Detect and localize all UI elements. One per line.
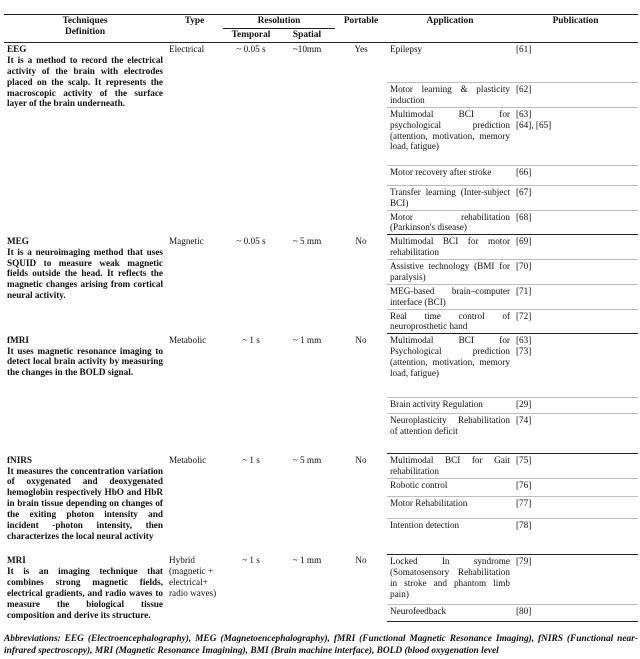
publication-cell: [74] (513, 414, 638, 454)
publication-cell: [71] (513, 284, 638, 309)
publication-cell: [75] (513, 454, 638, 479)
application-cell: Multimodal BCI for motor rehabilitation (387, 235, 513, 260)
abbreviations-footnote: Abbreviations: EEG (Electroencephalography), MEG (Magnetoencephalography), fMRI (Functional Magnetic Resonance Imaging), fNIRS (Functional near-infrared spectroscopy), MRI (Magnetic Resonance Imagining), BMI (Brain machine interface), BOLD (blood oxygenation level (4, 634, 638, 656)
temporal-resolution-cell: ~ 0.05 s (236, 44, 266, 55)
clipped-table-caption (0, 0, 640, 4)
application-cell: Transfer learning (Inter-subject BCI) (387, 185, 513, 210)
publication-cell: [63] [73] (513, 334, 638, 398)
application-cell: Brain activity Regulation (387, 398, 513, 414)
temporal-resolution-cell: ~ 1 s (242, 454, 260, 465)
spatial-resolution-cell: ~ 1 mm (292, 334, 322, 345)
table-row (4, 454, 638, 479)
application-cell: MEG-based brain–computer interface (BCI) (387, 284, 513, 309)
type-cell: Magnetic (169, 235, 204, 246)
publication-cell: [61] (513, 43, 638, 83)
publication-cell: [78] (513, 518, 638, 554)
spatial-resolution-cell: ~ 1 mm (292, 555, 322, 566)
publication-cell: [66] (513, 165, 638, 185)
technique-name: MEG (7, 235, 29, 246)
header-publication: Publication (552, 16, 599, 26)
application-cell: Epilepsy (387, 43, 513, 83)
technique-name: fMRI (7, 334, 29, 345)
application-cell: Locked In syndrome (Somatosensory Rehabilitation in stroke and phantom limb pain) (387, 554, 513, 604)
techniques-table (4, 14, 638, 622)
technique-definition: It uses magnetic resonance imaging to detect local brain activity by measuring the changes in the BOLD signal. (7, 345, 163, 378)
publication-cell: [67] (513, 185, 638, 210)
technique-cell (4, 334, 166, 454)
technique-cell (4, 43, 166, 235)
table-row (4, 554, 638, 604)
spatial-resolution-cell: ~10mm (292, 44, 322, 55)
temporal-resolution-cell: ~ 1 s (242, 555, 260, 566)
header-spatial: Spatial (292, 30, 322, 41)
technique-cell (4, 554, 166, 621)
type-cell: Metabolic (169, 334, 207, 345)
type-cell: Hybrid (magnetic + electrical+ radio waves) (169, 555, 217, 599)
publication-cell: [63] [64], [65] (513, 107, 638, 165)
publication-cell: [72] (513, 309, 638, 334)
portable-cell: No (355, 555, 367, 566)
portable-cell: No (355, 235, 367, 246)
application-cell: Robotic control (387, 478, 513, 496)
technique-definition: It is a method to record the electrical activity of the brain with electrodes placed on the scalp. It represents the macroscopic activity of the surface layer of the brain underneath. (7, 55, 163, 109)
table-row (4, 235, 638, 260)
application-cell: Intention detection (387, 518, 513, 554)
table-row (4, 43, 638, 83)
table-row (4, 334, 638, 398)
application-cell: Motor recovery after stroke (387, 165, 513, 185)
application-cell: Neurofeedback (387, 605, 513, 622)
application-cell: Neuroplasticity Rehabilitation of attention deficit (387, 414, 513, 454)
publication-cell: [69] (513, 235, 638, 260)
spatial-resolution-cell: ~ 5 mm (292, 454, 322, 465)
application-cell: Multimodal BCI for Gait rehabilitation (387, 454, 513, 479)
technique-cell (4, 454, 166, 555)
technique-name: EEG (7, 44, 27, 55)
publication-cell: [29] (513, 398, 638, 414)
technique-cell (4, 235, 166, 334)
type-cell: Electrical (169, 44, 205, 55)
table-body (4, 43, 638, 622)
publication-cell: [68] (513, 210, 638, 235)
application-cell: Motor rehabilitation (Parkinson's disease) (387, 210, 513, 235)
publication-cell: [76] (513, 478, 638, 496)
application-cell: Multimodal BCI for psychological prediction (attention, motivation, memory load, fatigue) (387, 107, 513, 165)
header-temporal: Temporal (231, 30, 271, 41)
technique-name: fNIRS (7, 454, 33, 465)
header-application: Application (426, 16, 474, 26)
portable-cell: Yes (354, 44, 368, 55)
portable-cell: No (355, 334, 367, 345)
publication-cell: [62] (513, 83, 638, 108)
application-cell: Assistive technology (BMI for paralysis) (387, 260, 513, 285)
application-cell: Multimodal BCI for Psychological prediction (attention, motivation, memory load, fatigue) (387, 334, 513, 398)
type-cell: Metabolic (169, 454, 207, 465)
publication-cell: [80] (513, 605, 638, 622)
application-cell: Real time control of neuroprosthetic hand (387, 309, 513, 334)
technique-definition: It is an imaging technique that combines strong magnetic fields, electrical gradients, and radio waves to measure the biological tissue composition and derive its structure. (7, 566, 163, 620)
publication-cell: [77] (513, 496, 638, 518)
header-type: Type (184, 16, 205, 26)
technique-definition: It is a neuroimaging method that uses SQUID to measure weak magnetic fields outside the head. It reflects the magnetic changes arising from cortical neural activity. (7, 246, 163, 301)
technique-definition: It measures the concentration variation of oxygenated and deoxygenated hemoglobin respectively HbO and HbR in brain tissue depending on changes of the exiting photon intensity and incident -photon intensity, then characterizes the local neural activity (7, 465, 163, 541)
portable-cell: No (355, 454, 367, 465)
application-cell: Motor Rehabilitation (387, 496, 513, 518)
header-technique: Techniques Definition (62, 16, 108, 38)
header-portable: Portable (343, 16, 379, 26)
temporal-resolution-cell: ~ 1 s (242, 334, 260, 345)
publication-cell: [70] (513, 260, 638, 285)
header-resolution: Resolution (223, 15, 335, 29)
application-cell: Motor learning & plasticity induction (387, 83, 513, 108)
technique-name: MRI (7, 555, 26, 566)
publication-cell: [79] (513, 554, 638, 604)
temporal-resolution-cell: ~ 0.05 s (236, 235, 266, 246)
spatial-resolution-cell: ~ 5 mm (292, 235, 322, 246)
header-definition: Definition (64, 27, 106, 38)
